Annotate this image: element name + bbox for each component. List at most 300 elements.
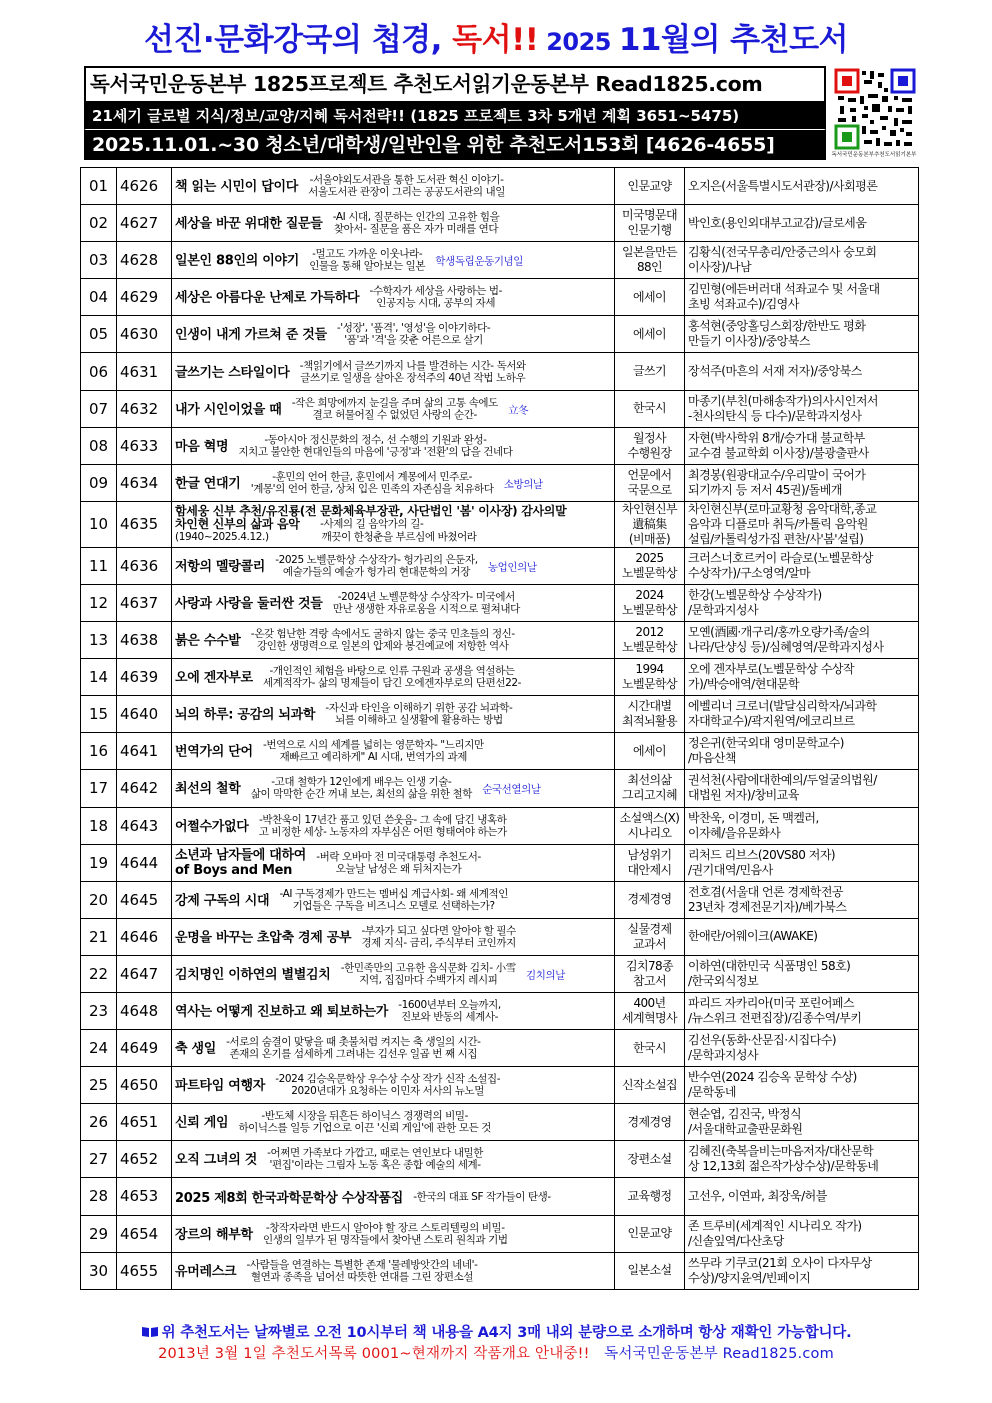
book-subtitle: [398, 999, 501, 1023]
table-row: [81, 955, 919, 992]
book-subtitle-line: 예술가들의 예술가 헝가리 현대문학의 거장: [282, 565, 471, 578]
book-number: 19: [81, 844, 117, 881]
book-author-publisher: [685, 659, 919, 696]
book-genre: [615, 390, 685, 427]
book-description[interactable]: [172, 1178, 615, 1215]
book-number: 20: [81, 881, 117, 918]
book-code: 4645: [117, 881, 172, 918]
book-description[interactable]: [172, 316, 615, 353]
book-author-publisher: [685, 622, 919, 659]
book-genre-line: 장편소설: [627, 1151, 672, 1166]
book-code: 4646: [117, 918, 172, 955]
book-number: 03: [81, 242, 117, 279]
qr-code-icon[interactable]: [834, 68, 916, 150]
book-author-publisher: [685, 918, 919, 955]
book-title: 함세웅 신부 추천/유진룡(전 문화체육부장관, 사단법인 '봄' 이사장) 감사의말: [175, 503, 567, 518]
book-number: 13: [81, 622, 117, 659]
book-author-line: 수상)/양지윤역/빈페이지: [688, 1270, 811, 1285]
banner-org: 독서국민운동본부 1825프로젝트 추천도서읽기운동본부 Read1825.com: [84, 66, 826, 103]
book-subtitle-line: -멀고도 가까운 이웃나라-: [312, 248, 423, 261]
book-title-en: of Boys and Men: [175, 862, 293, 878]
book-genre-line: 월정사: [633, 430, 666, 445]
book-title: 유머레스크: [175, 1264, 237, 1280]
book-genre-line: 대안제시: [627, 862, 672, 877]
book-subtitle-line: -AI 시대, 질문하는 인간의 고유한 힘을: [332, 211, 500, 224]
book-number: 12: [81, 584, 117, 621]
book-author-line: 자대학교수)/곽지원역/에코리브르: [688, 714, 855, 729]
book-code: 4633: [117, 427, 172, 464]
book-genre: [615, 501, 685, 547]
book-code: 4635: [117, 501, 172, 547]
book-subtitle-line: -'성장', '품격', '영성'을 이야기하다-: [336, 322, 491, 335]
book-subtitle-line: 2020년대가 요청하는 이민자 서사의 뉴노멀: [291, 1085, 485, 1098]
book-genre: [615, 807, 685, 844]
book-description[interactable]: [172, 427, 615, 464]
book-description[interactable]: [172, 992, 615, 1029]
book-code: 4643: [117, 807, 172, 844]
book-author-line: 리처드 리브스(20VS80 저자): [688, 847, 836, 862]
book-genre: [615, 1141, 685, 1178]
book-genre: [615, 353, 685, 390]
book-genre: [615, 1104, 685, 1141]
book-author-line: /신솔잎역/다산초당: [688, 1233, 784, 1248]
book-subtitle-line: 재빠르고 예리하게" AI 시대, 번역가의 과제: [279, 751, 468, 764]
book-genre-line: 인문교양: [627, 178, 672, 193]
book-genre-line: 일본을만든: [622, 245, 677, 260]
book-number: 22: [81, 955, 117, 992]
commemoration-day: 김치의날: [526, 969, 566, 982]
book-genre: [615, 1067, 685, 1104]
table-row: [81, 464, 919, 501]
book-description[interactable]: [172, 770, 615, 807]
book-subtitle-line: 지역, 집집마다 수백가지 레시피: [359, 973, 498, 986]
book-genre-line: 세계혁명사: [622, 1011, 677, 1026]
book-subtitle-line: -1600년부터 오늘까지,: [398, 999, 501, 1012]
book-genre: [615, 584, 685, 621]
book-author-line: 크러스너호르커이 라슬로(노벨문학상: [688, 550, 873, 565]
book-subtitle-line: 존재의 온기를 섬세하게 그려내는 김선우 일곱 번 째 시집: [229, 1048, 478, 1061]
book-author-publisher: [685, 427, 919, 464]
qr-caption: 독서국민운동본부추천도서읽기본부: [831, 152, 917, 158]
book-author-publisher: [685, 807, 919, 844]
book-subtitle: -사제의 길 음악가의 길-: [320, 518, 424, 531]
book-author-line: /문학동네: [688, 1085, 736, 1100]
book-code: 4654: [117, 1215, 172, 1252]
book-author-line: /마음산책: [688, 751, 736, 766]
book-author-publisher: [685, 584, 919, 621]
book-genre: [615, 1030, 685, 1067]
book-code: 4630: [117, 316, 172, 353]
book-subtitle-line: '계몽'의 언어 한글, 상처 입은 민족의 자존심을 치유하다: [250, 482, 494, 495]
banner-period: 2025.11.01.~30 청소년/대학생/일반인을 위한 추천도서153회 [4626-4655]: [84, 129, 826, 160]
book-title: 김치명인 이하연의 별별김치: [175, 967, 331, 983]
book-description[interactable]: [172, 584, 615, 621]
book-genre-line: 교과서: [633, 936, 666, 951]
book-subtitle: [226, 1036, 480, 1060]
book-genre-line: 소설액스(X): [619, 810, 680, 825]
book-author-line: 오에 겐자부로(노벨문학상 수상작: [688, 662, 855, 677]
book-author-line: 김선우(동화·산문집·시집다수): [688, 1033, 837, 1048]
book-title: 인생이 내게 가르쳐 준 것들: [175, 327, 327, 343]
book-description[interactable]: [172, 242, 615, 279]
book-author-line: 권석천(사람에대한예의/두얼굴의법원/: [688, 773, 877, 788]
book-author-line: 이사장)/나남: [688, 260, 752, 275]
book-author-line: /뉴스위크 전편집장)/김종수역/부키: [688, 1011, 862, 1026]
book-author-line: 가)/박승애역/현대문학: [688, 677, 800, 692]
book-subtitle: [259, 814, 507, 838]
book-subtitle: [308, 174, 505, 198]
book-author-line: 모옌(酒國·개구리/홍까오량가족/술의: [688, 625, 870, 640]
book-subtitle-line: -버락 오바마 전 미국대통령 추천도서-: [316, 850, 481, 863]
book-author-line: 전호겸(서울대 언론 경제학전공: [688, 884, 844, 899]
book-number: 25: [81, 1067, 117, 1104]
book-genre: [615, 992, 685, 1029]
book-description[interactable]: [172, 501, 615, 547]
book-author-line: 이하연(대한민국 식품명인 58호): [688, 958, 851, 973]
book-genre-line: 인문교양: [627, 1226, 672, 1241]
book-subtitle: [316, 851, 481, 875]
book-subtitle: [275, 1073, 500, 1097]
book-subtitle-line: -반도체 시장을 뒤흔든 하이닉스 경쟁력의 비밀-: [261, 1110, 469, 1123]
book-code: 4631: [117, 353, 172, 390]
book-lead-line: [175, 518, 611, 531]
book-subtitle-line: 삶이 막막한 순간 꺼내 보는, 최선의 삶을 위한 철학: [250, 788, 473, 801]
book-number: 10: [81, 501, 117, 547]
book-author-publisher: [685, 353, 919, 390]
book-description[interactable]: [172, 1141, 615, 1178]
book-author-line: 김황식(전국무총리/안중근의사 숭모회: [688, 245, 877, 260]
table-row: [81, 918, 919, 955]
book-author-line: 한강(노벨문학상 수상작가): [688, 587, 822, 602]
book-subtitle-line: -자신과 타인을 이해하기 위한 공감 뇌과학-: [325, 702, 513, 715]
book-subtitle-line: 강인한 생명력으로 일본의 압제와 봉건예교에 저항한 역사: [257, 640, 509, 653]
table-row: [81, 316, 919, 353]
book-description[interactable]: [172, 1067, 615, 1104]
book-subtitle-line: -작은 희망에까지 눈길을 주며 삶의 고통 속에도: [291, 396, 498, 409]
book-subtitle: [300, 360, 526, 384]
book-subtitle-line: 인공지능 시대, 공부의 자세: [376, 297, 496, 310]
book-subtitle: [251, 776, 472, 800]
book-number: 05: [81, 316, 117, 353]
book-title: 사랑과 사랑을 둘러싼 것들: [175, 596, 323, 612]
book-title-block: [175, 848, 306, 878]
book-title: 세상을 바꾼 위대한 질문들: [175, 216, 323, 232]
book-subtitle-line: -한국의 대표 SF 작가들이 탄생-: [413, 1191, 551, 1204]
book-title: 책 읽는 시민이 답이다: [175, 179, 298, 195]
book-subtitle-line: 글쓰기로 일생을 살아온 장석주의 40년 작법 노하우: [300, 371, 526, 384]
book-title: 일본인 88인의 이야기: [175, 253, 300, 269]
table-row: [81, 1067, 919, 1104]
book-genre-line: 2024: [635, 587, 664, 602]
book-author-line: 존 트루비(세계적인 시나리오 작가): [688, 1218, 862, 1233]
table-row: [81, 584, 919, 621]
book-subtitle-line: -2024년 노벨문학상 수상작가- 미국에서: [337, 590, 515, 603]
book-author-line: /서울대학교출판문화원: [688, 1122, 803, 1137]
book-subtitle-line: '품'과 '격'을 갖춘 어른으로 살기: [344, 334, 483, 347]
book-title: 어쩔수가없다: [175, 819, 249, 835]
book-author-line: 김혜진(축복을비는마음저자/대산문학: [688, 1144, 874, 1159]
book-genre-line: 참고서: [633, 973, 666, 988]
book-number: 04: [81, 279, 117, 316]
book-author-line: 고선우, 이연파, 최장욱/허블: [688, 1188, 827, 1203]
site-link[interactable]: 독서국민운동본부 Read1825.com: [604, 1346, 834, 1362]
book-description[interactable]: [172, 353, 615, 390]
book-author-line: 쓰무라 기쿠코(21회 오사이 다자무상: [688, 1255, 872, 1270]
table-row: [81, 168, 919, 205]
book-subtitle-line: 기업들은 구독을 비즈니스 모델로 선택하는가?: [292, 899, 495, 912]
book-title: 강제 구독의 시대: [175, 893, 270, 909]
book-genre: [615, 1178, 685, 1215]
book-subtitle: [251, 628, 515, 652]
book-subtitle-line: -책읽기에서 글쓰기까지 나를 발견하는 시간- 독서와: [299, 359, 526, 372]
book-author-line: 김민형(에든버러대 석좌교수 및 서울대: [688, 282, 880, 297]
book-author-publisher: [685, 1141, 919, 1178]
book-author-publisher: [685, 992, 919, 1029]
book-genre-line: 최선의삶: [627, 773, 672, 788]
book-subtitle: [263, 739, 484, 763]
book-subtitle-line: -부자가 되고 싶다면 알아야 할 필수: [361, 924, 516, 937]
book-number: 17: [81, 770, 117, 807]
book-genre: [615, 918, 685, 955]
book-subtitle: [246, 1259, 477, 1283]
book-subtitle: [238, 1110, 491, 1134]
book-number: 14: [81, 659, 117, 696]
book-description[interactable]: [172, 659, 615, 696]
book-genre-line: 시간대별: [627, 699, 672, 714]
book-author-line: 만들기 이사장)/중앙북스: [688, 334, 810, 349]
book-genre-line: 국문으로: [627, 482, 672, 497]
book-description[interactable]: [172, 390, 615, 427]
book-code: 4640: [117, 696, 172, 733]
commemoration-day: 농업인의날: [487, 561, 537, 574]
book-author-line: 초빙 석좌교수)/김영사: [688, 297, 799, 312]
book-code: 4649: [117, 1030, 172, 1067]
book-number: 15: [81, 696, 117, 733]
book-subtitle: [333, 591, 520, 615]
table-row: [81, 733, 919, 770]
book-list-table: [80, 167, 919, 1290]
table-row: [81, 622, 919, 659]
book-subtitle-line: 찾아서- 질문을 품은 자가 미래를 연다: [333, 223, 499, 236]
book-description[interactable]: [172, 1104, 615, 1141]
book-title: 내가 시인이었을 때: [175, 402, 282, 418]
book-author-line: 현순엽, 김진국, 박정식: [688, 1107, 802, 1122]
table-row: [81, 807, 919, 844]
book-number: 18: [81, 807, 117, 844]
book-genre-line: 2025: [635, 550, 664, 565]
book-genre: [615, 427, 685, 464]
footer-catalog: 2013년 3월 1일 추천도서목록 0001~현재까지 작품개요 안내중!! 독서국민운동본부 Read1825.com: [158, 1346, 834, 1362]
book-author-line: 오지은(서울특별시도서관장)/사회평론: [688, 178, 878, 193]
book-genre-line: 遺稿集: [632, 516, 667, 531]
book-subtitle-line: -서로의 숨결이 맞닿을 때 촛불처럼 켜지는 축 생일의 시간-: [226, 1036, 481, 1049]
book-number: 30: [81, 1252, 117, 1289]
book-subtitle-line: 뇌를 이해하고 실생활에 활용하는 방법: [335, 714, 503, 727]
book-subtitle-line: '편집'이라는 그림자 노동 혹은 종합 예술의 세계-: [269, 1159, 481, 1172]
book-genre: [615, 844, 685, 881]
book-title: 오에 겐자부로: [175, 670, 253, 686]
book-title: 장르의 해부학: [175, 1227, 253, 1243]
book-description[interactable]: [172, 1215, 615, 1252]
book-subtitle: [309, 248, 425, 272]
book-subtitle-line: 인생의 일부가 된 명작들에서 찾아낸 스토리 원칙과 기법: [262, 1233, 508, 1246]
book-subtitle-line: -동아시아 정신문화의 정수, 선 수행의 기원과 완성-: [264, 433, 487, 446]
book-description[interactable]: [172, 205, 615, 242]
book-code: 4642: [117, 770, 172, 807]
book-author-publisher: [685, 279, 919, 316]
book-subtitle-line: 서울도서관 관장이 그리는 공공도서관의 내일: [308, 186, 506, 199]
book-genre: [615, 696, 685, 733]
book-genre-line: 김치78종: [625, 958, 674, 973]
table-row: [81, 1215, 919, 1252]
book-author-publisher: [685, 1030, 919, 1067]
book-author-publisher: [685, 242, 919, 279]
book-description[interactable]: [172, 918, 615, 955]
book-title: 소년과 남자들에 대하여: [175, 847, 307, 863]
book-genre: [615, 168, 685, 205]
commemoration-day: 立冬: [508, 404, 529, 417]
book-genre-line: 한국시: [633, 1040, 666, 1055]
book-subtitle-line: 결코 허물어질 수 없었던 사랑의 순간-: [312, 408, 477, 421]
book-author-line: 상 12,13회 젊은작가상수상)/문학동네: [688, 1159, 879, 1174]
table-row: [81, 696, 919, 733]
book-title: 붉은 수수밭: [175, 633, 241, 649]
table-row: [81, 353, 919, 390]
book-subtitle-line: -2025 노벨문학상 수상작가- 헝가리의 은둔자,: [275, 553, 478, 566]
book-genre-line: 글쓰기: [633, 364, 666, 379]
book-description[interactable]: [172, 696, 615, 733]
book-title: 최선의 철학: [175, 781, 241, 797]
book-genre-line: 경제경영: [627, 1114, 672, 1129]
book-genre-line: 언문에서: [627, 467, 672, 482]
table-row: [81, 242, 919, 279]
table-row: [81, 659, 919, 696]
book-genre-line: 한국시: [633, 401, 666, 416]
book-genre-line: 그리고지혜: [622, 788, 677, 803]
book-author-publisher: [685, 844, 919, 881]
book-genre-line: 400년: [633, 996, 666, 1011]
book-genre-line: (비매품): [628, 531, 671, 546]
book-genre: [615, 1252, 685, 1289]
book-subtitle-line: -2024 김승옥문학상 우수상 수상 작가 신작 소설집-: [275, 1073, 501, 1086]
book-number: 27: [81, 1141, 117, 1178]
book-author-publisher: [685, 1252, 919, 1289]
book-genre-line: 에세이: [633, 743, 666, 758]
book-title: 마음 혁명: [175, 439, 229, 455]
book-title: 파트타임 여행자: [175, 1078, 266, 1094]
book-description[interactable]: [172, 807, 615, 844]
book-number: 08: [81, 427, 117, 464]
book-author-line: 나라/단샹싱 등)/심혜영역/문학과지성사: [688, 640, 884, 655]
book-genre-line: 노벨문학상: [622, 565, 677, 580]
book-genre-line: 수행원장: [627, 445, 672, 460]
book-subtitle: [341, 962, 516, 986]
book-number: 07: [81, 390, 117, 427]
book-description[interactable]: [172, 844, 615, 881]
book-subtitle: [333, 211, 500, 235]
book-author-line: 한애란/어웨이크(AWAKE): [688, 929, 818, 944]
book-genre-line: 노벨문학상: [622, 640, 677, 655]
book-genre: [615, 881, 685, 918]
book-subtitle: [279, 888, 508, 912]
book-subtitle-line: 진보와 반동의 세계사-: [401, 1011, 498, 1024]
book-author-publisher: [685, 390, 919, 427]
book-author-publisher: [685, 881, 919, 918]
book-genre: [615, 622, 685, 659]
open-book-icon: [141, 1326, 159, 1338]
book-title: 신뢰 게임: [175, 1115, 229, 1131]
book-description[interactable]: [172, 464, 615, 501]
book-author-line: 음악과 디플로마 취득/카톨릭 음악원: [688, 516, 868, 531]
book-subtitle-line: -사람들을 연결하는 특별한 존재 '물레방앗간의 네네'-: [246, 1258, 478, 1271]
book-subtitle-line: -AI 구독경제가 만드는 멤버십 계급사회- 왜 세계적인: [279, 887, 508, 900]
book-subtitle-line: -수학자가 세상을 사랑하는 법-: [369, 285, 502, 298]
book-lead-line: [175, 531, 611, 544]
book-title: 저항의 멜랑콜리: [175, 559, 266, 575]
book-number: 29: [81, 1215, 117, 1252]
book-author-line: 대법원 저자)/창비교육: [688, 788, 799, 803]
book-number: 16: [81, 733, 117, 770]
book-years: (1940~2025.4.12.): [175, 530, 269, 543]
book-author-publisher: [685, 205, 919, 242]
book-author-line: 설립/카톨릭성가집 편찬/사'봄'설립): [688, 531, 864, 546]
book-genre-line: 시나리오: [627, 825, 672, 840]
book-author-publisher: [685, 1104, 919, 1141]
book-desc-line: 깨끗이 한청춘을 부르심에 바쳤어라: [321, 530, 477, 543]
book-author-line: 자현(박사학위 8개/승가대 불교학부: [688, 430, 865, 445]
book-subtitle-line: 경제 지식- 금리, 주식부터 코인까지: [361, 936, 516, 949]
book-subtitle-line: 세계적작가- 삶의 명제들이 담긴 오에겐자부로의 단편선22-: [262, 677, 522, 690]
book-description[interactable]: [172, 279, 615, 316]
book-number: 28: [81, 1178, 117, 1215]
table-row: [81, 881, 919, 918]
book-code: 4648: [117, 992, 172, 1029]
book-description[interactable]: [172, 881, 615, 918]
book-author-publisher: [685, 464, 919, 501]
book-genre-line: 노벨문학상: [622, 677, 677, 692]
book-code: 4653: [117, 1178, 172, 1215]
book-description[interactable]: [172, 622, 615, 659]
table-row: [81, 1178, 919, 1215]
book-subtitle-line: -개인적인 체험을 바탕으로 인류 구원과 공생을 역설하는: [269, 665, 515, 678]
book-author-line: -천사의탄식 등 다수)/문학과지성사: [688, 408, 862, 423]
book-description[interactable]: [172, 168, 615, 205]
page-title: 선진·문화강국의 첩경, 독서!! 2025 11월의 추천도서: [144, 22, 848, 58]
book-title: 글쓰기는 스타일이다: [175, 365, 290, 381]
book-author-line: 최경봉(원광대교수/우리말이 국어가: [688, 467, 866, 482]
book-description[interactable]: [172, 1030, 615, 1067]
book-subtitle-line: -온갖 험난한 격랑 속에서도 굴하지 않는 중국 민초들의 정신-: [250, 628, 515, 641]
book-description[interactable]: [172, 733, 615, 770]
book-code: 4628: [117, 242, 172, 279]
book-code: 4638: [117, 622, 172, 659]
book-description[interactable]: [172, 1252, 615, 1289]
book-number: 01: [81, 168, 117, 205]
book-genre-line: 88인: [636, 260, 663, 275]
book-author-line: 박찬욱, 이경미, 돈 맥켈러,: [688, 810, 819, 825]
book-subtitle-line: 인물을 통해 알아보는 일본: [309, 260, 426, 273]
book-author-line: 되기까지 등 저서 45권)/돌베개: [688, 482, 842, 497]
commemoration-day: 학생독립운동기념일: [435, 255, 524, 268]
book-author-publisher: [685, 955, 919, 992]
book-genre: [615, 242, 685, 279]
book-description[interactable]: [172, 547, 615, 584]
book-author-line: 파리드 자카리아(미국 포린어페스: [688, 996, 855, 1011]
table-row: [81, 992, 919, 1029]
book-author-line: 차인현신부(로마교황청 음악대학,종교: [688, 501, 877, 516]
book-subtitle-line: -훈민의 언어 한글, 훈민에서 계몽에서 민주로-: [272, 470, 472, 483]
book-description[interactable]: [172, 955, 615, 992]
